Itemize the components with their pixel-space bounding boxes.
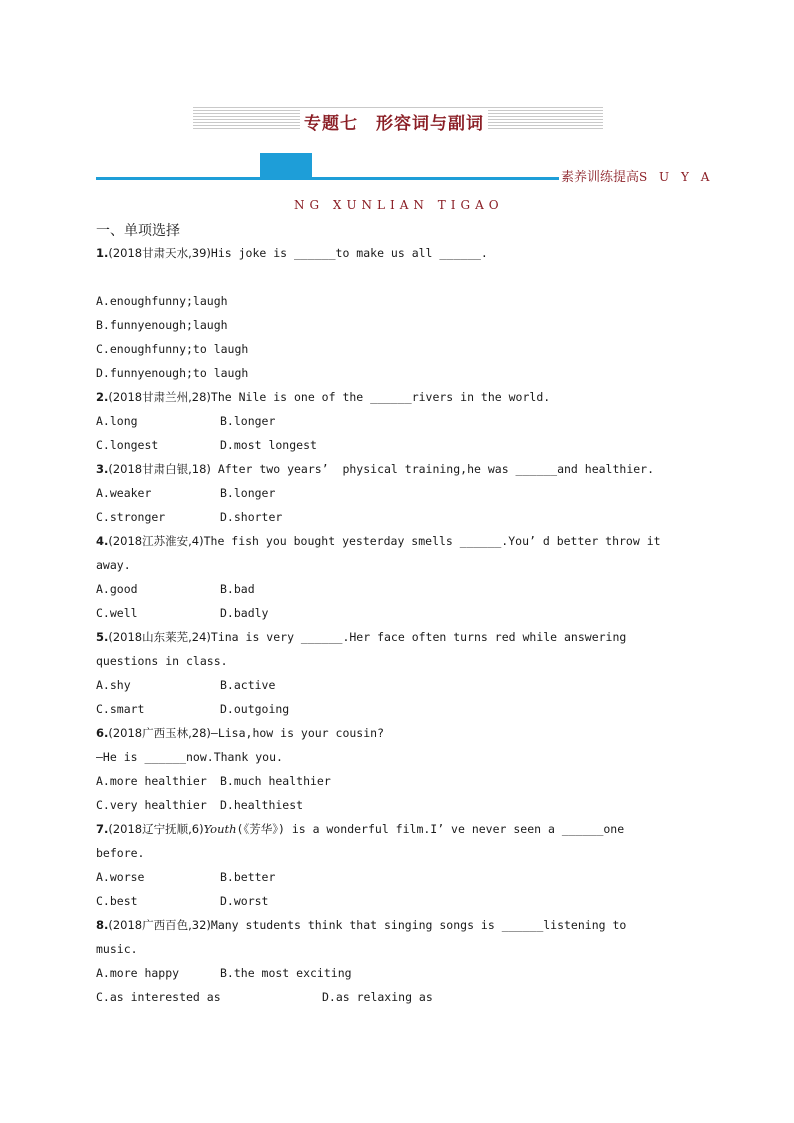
option-b[interactable]: B.longer xyxy=(220,414,276,428)
question-source: (2018广西玉林,28) xyxy=(108,726,211,740)
option-a[interactable]: A.good xyxy=(96,582,138,596)
option-b[interactable]: B.active xyxy=(220,678,276,692)
header-rule-line xyxy=(96,177,559,180)
page-title: 专题七 形容词与副词 xyxy=(300,109,488,134)
question-number: 6. xyxy=(96,726,109,740)
question-text: The Nile is one of the ______rivers in the world. xyxy=(210,390,551,404)
question-text: The fish you bought yesterday smells ______.You’ d better throw it xyxy=(203,534,661,548)
question-text: After two years’ physical training,he was ______and healthier. xyxy=(210,462,655,476)
option-a[interactable]: A.weaker xyxy=(96,486,152,500)
option-c[interactable]: C.very healthier xyxy=(96,798,207,812)
option-c[interactable]: C.enoughfunny;to laugh xyxy=(96,342,249,356)
option-d[interactable]: D.funnyenough;to laugh xyxy=(96,366,249,380)
question-number: 7. xyxy=(96,822,109,836)
option-d[interactable]: D.as relaxing as xyxy=(322,990,433,1004)
question-source: (2018辽宁抚顺,6) xyxy=(108,822,204,836)
question-source: (2018甘肃白银,18) xyxy=(108,462,211,476)
question-source: (2018广西百色,32) xyxy=(108,918,211,932)
option-a[interactable]: A.more healthier xyxy=(96,774,207,788)
option-b[interactable]: B.better xyxy=(220,870,276,884)
question-text-continued: away. xyxy=(96,558,131,572)
section-label-latin: S U Y A xyxy=(639,170,714,184)
question-text-continued: before. xyxy=(96,846,145,860)
option-d[interactable]: D.most longest xyxy=(220,438,317,452)
question-6 xyxy=(96,721,384,745)
question-text-continued: music. xyxy=(96,942,138,956)
question-text: —Lisa,how is your cousin? xyxy=(210,726,384,740)
question-text: Many students think that singing songs is ______listening to xyxy=(210,918,627,932)
question-5 xyxy=(96,625,626,649)
question-number: 4. xyxy=(96,534,109,548)
option-b[interactable]: B.much healthier xyxy=(220,774,331,788)
option-c[interactable]: C.best xyxy=(96,894,138,908)
option-a[interactable]: A.enoughfunny;laugh xyxy=(96,294,228,308)
option-c[interactable]: C.smart xyxy=(96,702,145,716)
question-text: Tina is very ______.Her face often turns red while answering xyxy=(210,630,627,644)
option-a[interactable]: A.more happy xyxy=(96,966,180,980)
option-c[interactable]: C.as interested as xyxy=(96,990,221,1004)
question-source: (2018江苏淮安,4) xyxy=(108,534,204,548)
header-rule-block xyxy=(260,153,312,179)
question-1 xyxy=(96,241,488,265)
part-heading: 一、单项选择 xyxy=(96,223,180,239)
question-8 xyxy=(96,913,626,937)
question-source: (2018甘肃兰州,28) xyxy=(108,390,211,404)
question-text-continued: —He is ______now.Thank you. xyxy=(96,750,283,764)
option-c[interactable]: C.well xyxy=(96,606,138,620)
option-d[interactable]: D.outgoing xyxy=(220,702,290,716)
question-4 xyxy=(96,529,661,553)
question-number: 3. xyxy=(96,462,109,476)
section-label-latin-continued: NG XUNLIAN TIGAO xyxy=(294,198,504,212)
question-number: 1. xyxy=(96,246,109,260)
option-d[interactable]: D.worst xyxy=(220,894,269,908)
film-title: Youth xyxy=(203,822,237,836)
option-b[interactable]: B.bad xyxy=(220,582,255,596)
question-number: 2. xyxy=(96,390,109,404)
option-a[interactable]: A.shy xyxy=(96,678,131,692)
option-a[interactable]: A.long xyxy=(96,414,138,428)
option-a[interactable]: A.worse xyxy=(96,870,145,884)
question-source: (2018山东莱芜,24) xyxy=(108,630,211,644)
question-text: (《芳华》) is a wonderful film.I’ ve never seen a ______one xyxy=(236,822,625,836)
option-b[interactable]: B.funnyenough;laugh xyxy=(96,318,228,332)
question-2 xyxy=(96,385,550,409)
question-source: (2018甘肃天水,39) xyxy=(108,246,211,260)
question-number: 8. xyxy=(96,918,109,932)
question-text: His joke is ______to make us all ______. xyxy=(210,246,488,260)
question-text-continued: questions in class. xyxy=(96,654,228,668)
question-number: 5. xyxy=(96,630,109,644)
option-d[interactable]: D.shorter xyxy=(220,510,283,524)
option-c[interactable]: C.longest xyxy=(96,438,159,452)
option-c[interactable]: C.stronger xyxy=(96,510,166,524)
section-label xyxy=(561,166,713,185)
option-d[interactable]: D.badly xyxy=(220,606,269,620)
option-d[interactable]: D.healthiest xyxy=(220,798,304,812)
section-label-cn: 素养训练提高 xyxy=(561,170,640,185)
question-7 xyxy=(96,817,624,841)
option-b[interactable]: B.longer xyxy=(220,486,276,500)
option-b[interactable]: B.the most exciting xyxy=(220,966,352,980)
question-3 xyxy=(96,457,654,481)
